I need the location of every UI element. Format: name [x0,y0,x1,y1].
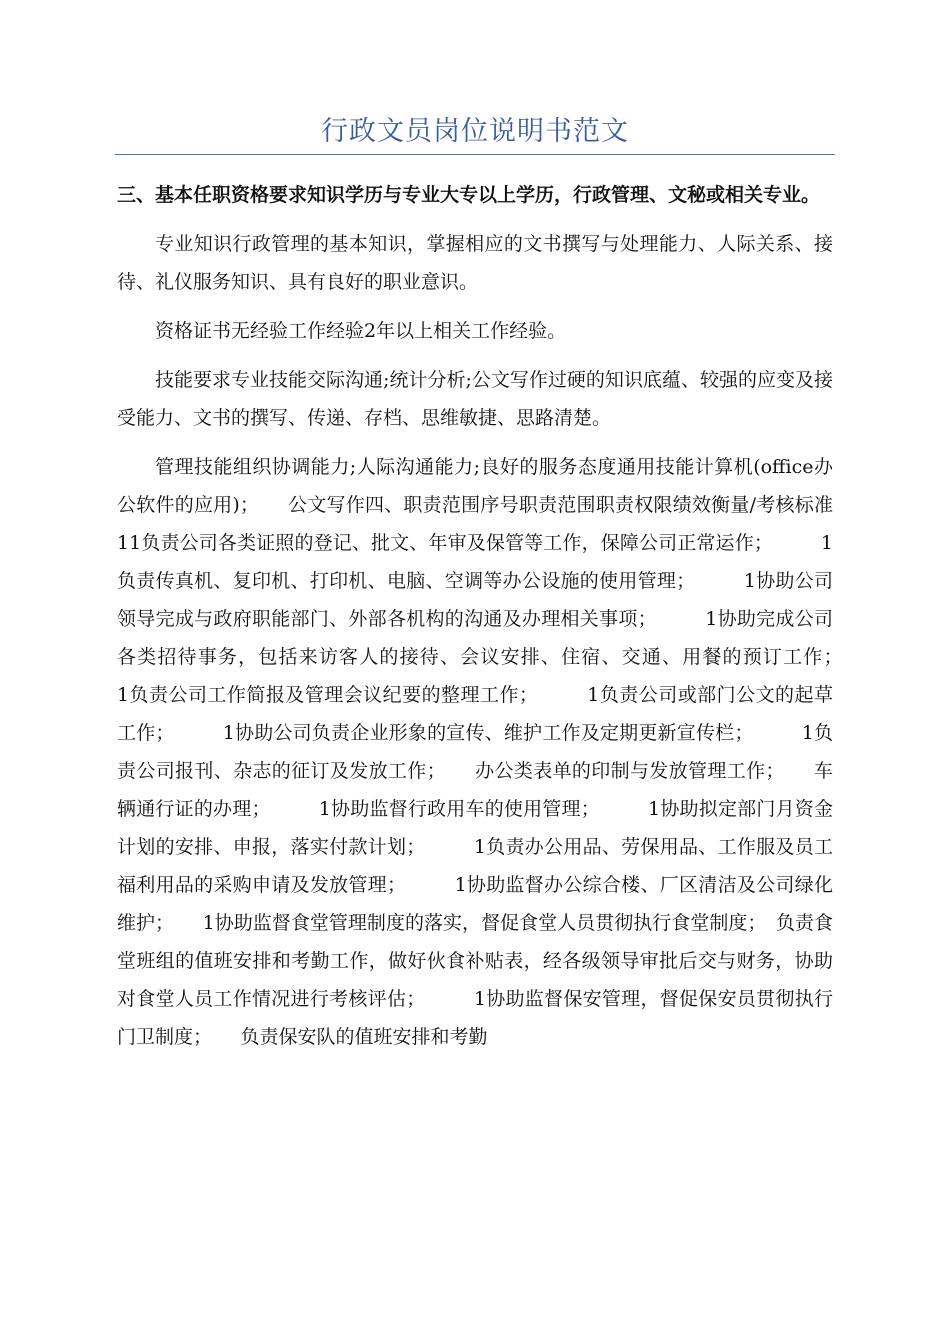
section-heading: 三、基本任职资格要求知识学历与专业大专以上学历，行政管理、文秘或相关专业。 [117,184,821,206]
document-body [117,176,891,1056]
paragraph-skill-requirements: 技能要求专业技能交际沟通;统计分析;公文写作过硬的知识底蕴、较强的应变及接受能力、文书的撰写、传递、存档、思维敏捷、思路清楚。 [117,369,833,429]
title-underline [115,154,835,155]
paragraph-management-and-duties: 管理技能组织协调能力;人际沟通能力;良好的服务态度通用技能计算机(office办公软件的应用)； 公文写作四、职责范围序号职责范围职责权限绩效衡量/考核标准11负责公司各类证照的登记、批文、年审及保管等工作，保障公司正常运作； 1负责传真机、复印机、打印机、电脑、空调等办公设施的使用管理； 1协助公司领导完成与政府职能部门、外部各机构的沟通及办理相关事项； 1协助完成公司各类招待事务，包括来访客人的接待、会议安排、住宿、交通、用餐的预订工作； 1负责公司工作简报及管理会议纪要的整理工作； 1负责公司或部门公文的起草工作； 1协助公司负责企业形象的宣传、维护工作及定期更新宣传栏； 1负责公司报刊、杂志的征订及发放工作； 办公类表单的印制与发放管理工作； 车辆通行证的办理； 1协助监督行政用车的使用管理； 1协助拟定部门月资金计划的安排、申报，落实付款计划； 1负责办公用品、劳保用品、工作服及员工福利用品的采购申请及发放管理； 1协助监督办公综合楼、厂区清洁及公司绿化维护； 1协助监督食堂管理制度的落实，督促食堂人员贯彻执行食堂制度； 负责食堂班组的值班安排和考勤工作，做好伙食补贴表，经各级领导审批后交与财务，协助对食堂人员工作情况进行考核评估； 1协助监督保安管理，督促保安员贯彻执行门卫制度； 负责保安队的值班安排和考勤 [117,456,891,1048]
paragraph-qualifications: 资格证书无经验工作经验2年以上相关工作经验。 [155,320,567,342]
paragraph-professional-knowledge: 专业知识行政管理的基本知识，掌握相应的文书撰写与处理能力、人际关系、接待、礼仪服务知识、具有良好的职业意识。 [117,233,833,293]
document-title: 行政文员岗位说明书范文 [321,116,629,147]
